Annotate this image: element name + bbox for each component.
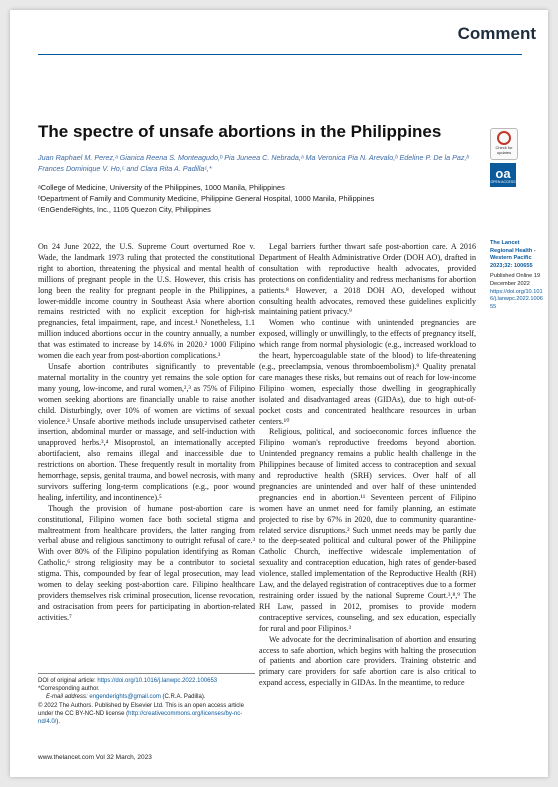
check-updates-icon xyxy=(497,131,511,145)
check-for-updates-badge[interactable]: Check for updates xyxy=(490,128,518,160)
body-column-right xyxy=(259,242,476,689)
paragraph: Legal barriers further thwart safe post-abortion care. A 2016 Department of Health Administrative Order (DOH AO), drafted in consultation with reproductive health advocates, provided protections on confidentiality and redress mechanisms for abortion patients.⁸ However, a 2018 DOH AO, developed without consulting health advocates, removed these guidelines explicitly maintaining patient privacy.⁹ xyxy=(259,242,476,317)
body-column-left xyxy=(38,242,255,624)
paragraph: On 24 June 2022, the U.S. Supreme Court overturned Roe v. Wade, the landmark 1973 ruling that protected the constitutional right to abortion, threatening the physical and mental health of millions of pregnant people in the U.S. However, this crisis has long been the reality for pregnant people in the Philippines, a lower-middle income country in Southeast Asia where abortion remains restricted with no explicit exception for high-risk pregnancies, fetal impairment, rape, and incest.¹ Nonetheless, 1.1 million induced abortions occur in the country annually, a number that was estimated to increase by 14.6% in 2020.² 1000 Filipino women die each year from post-abortion complications.³ xyxy=(38,242,255,361)
header-bar xyxy=(10,10,548,54)
paragraph: Women who continue with unintended pregnancies are exposed, willingly or unwillingly, to the effects of pregnancy itself, which range from normal physiologic (e.g., increased workload to the heart, hypercoagulable state of the blood) to life-threatening (e.g., preeclampsia, venous thromboembolism).⁹ Quality prenatal care manages these risks, but remains out of reach for low-income Filipino women, especially those dwelling in geographically isolated and disadvantaged areas (GIDAs), due to high out-of-pocket costs and concentrated healthcare resources in urban centers.¹⁰ xyxy=(259,318,476,426)
affiliation-b: ᵇDepartment of Family and Community Medicine, Philippine General Hospital, 1000 Manila, Philippines xyxy=(38,194,375,203)
email-link[interactable]: engenderights@gmail.com xyxy=(89,694,161,701)
paragraph: We advocate for the decriminalisation of abortion and ensuring access to safe abortion, which begins with halting the prosecution of patients and abortion care providers. Training obstetric and primary care providers for safe abortion care is also critical to expand access, especially in GIDAs. In the meantime, to reduce xyxy=(259,634,476,688)
corresponding-note: *Corresponding author. xyxy=(38,686,100,693)
page-footer: www.thelancet.com Vol 32 March, 2023 xyxy=(38,754,152,761)
journal-citation: The Lancet Regional Health - Western Pacific 2023;32: 100655 xyxy=(490,240,536,269)
affiliations xyxy=(38,182,478,215)
footnotes: DOI of original article: https://doi.org/10.1016/j.lanwpc.2022.100653 *Corresponding author. E-mail address: engenderights@gmail.com (C.R.A. Padilla). © 2022 The Authors. Published by Elsevier Ltd. This is an open access article under the CC BY-NC-ND license (http://creativecommons.org/licenses/by-nc-nd/4.0/). xyxy=(38,673,255,726)
journal-sidebar xyxy=(490,240,544,311)
affiliation-c: ᶜEnGendeRights, Inc., 1105 Quezon City, Philippines xyxy=(38,205,211,214)
paragraph: Unsafe abortion contributes significantly to preventable maternal mortality in the country yet remains the sole option for many young, low-income, and rural women,²,³ as 75% of Filipino women seeking abortions are financially unable to raise another child. Disturbingly, over 10% of women are victims of sexual violence.³ Unsafe abortive methods include unsupervised catheter insertion, abdominal murder or massage, and self-induction with unapproved herbs.³,⁴ Misoprostol, an internationally accepted abortifacient, also remains illegal and inaccessible due to restrictions on abortion. These frequently result in mortality from hemorrhage, sepsis, genital trauma, and bowel necrosis, with many survivors suffering long-term complications (e.g., poor wound healing, infertility, and incontinence).⁵ xyxy=(38,361,255,502)
author-list: Juan Raphael M. Perez,ᵃ Gianica Reena S. Monteagudo,ᵇ Pia Juneea C. Nebrada,ᵃ Ma Veronica Pia N. Arevalo,ᵇ Edeline P. De la Paz,ᵇ Frances Dominique V. Ho,ᶜ and Clara Rita A. Padillaᶜ,* xyxy=(38,153,469,173)
header-rule xyxy=(38,54,522,55)
sidebar-doi-link[interactable]: https://doi.org/10.1016/j.lanwpc.2022.100655 xyxy=(490,288,543,310)
paragraph: Though the provision of humane post-abortion care is constitutional, Filipino women face both societal stigma and maltreatment from healthcare providers, the latter ranging from verbal abuse and religious sanctimony to outright refusal of care.³ With over 80% of the Filipino population identifying as Roman Catholic,⁶ strong religiosity may be a contributor to societal stigma. This, compounded by fear of legal prosecution, may lead women to delay seeking post-abortion care. Filipino healthcare providers themselves risk criminal prosecution, license revocation, and ostracisation from peers for participating in abortion-related activities.⁷ xyxy=(38,503,255,622)
paragraph: Religious, political, and socioeconomic forces influence the Filipino woman's reproductive freedoms beyond abortion. Unintended pregnancy remains a public health challenge in the Philippines because of limited access to contraception and sexual and reproductive health (SRH) services. Over half of all pregnancies are unintended and over half of these unintended pregnancies end in abortion.¹¹ Seventeen percent of Filipino women have an unmet need for family planning, an estimate projected to rise by 67% in 2020, due to community quarantine-related service disruptions.² Such unmet needs may be partly due to the deep-seated political and cultural power of the Philippine Catholic Church, ineffective widescale implementation of sexuality and contraception education, high rates of gender-based violence, stalled implementation of the Reproductive Health (RH) Law, and the delayed registration of contraceptives due to a former restraining order issued by the national Supreme Court.³,⁸,⁹ The RH Law, passed in 2012, promises to provide modern contraceptive services, counseling, and sex education, especially for rural and poor Filipinos.³ xyxy=(259,427,476,633)
published-date: Published Online 19 December 2022 xyxy=(490,273,541,287)
license-link[interactable]: http://creativecommons.org/licenses/by-nc-nd/4.0/ xyxy=(38,710,243,726)
original-doi-link[interactable]: https://doi.org/10.1016/j.lanwpc.2022.100653 xyxy=(97,678,218,684)
open-access-icon: oa xyxy=(495,165,511,181)
article-page xyxy=(10,10,548,777)
section-label: Comment xyxy=(457,24,536,43)
article-title: The spectre of unsafe abortions in the Philippines xyxy=(38,122,442,141)
copyright-note: © 2022 The Authors. Published by Elsevier Ltd. This is an open access article under the CC BY-NC-ND license (http://creativecommons.org/licenses/by-nc-nd/4.0/). xyxy=(38,702,244,726)
affiliation-a: ᵃCollege of Medicine, University of the Philippines, 1000 Manila, Philippines xyxy=(38,183,285,192)
open-access-badge: oa OPEN ACCESS xyxy=(490,163,516,187)
